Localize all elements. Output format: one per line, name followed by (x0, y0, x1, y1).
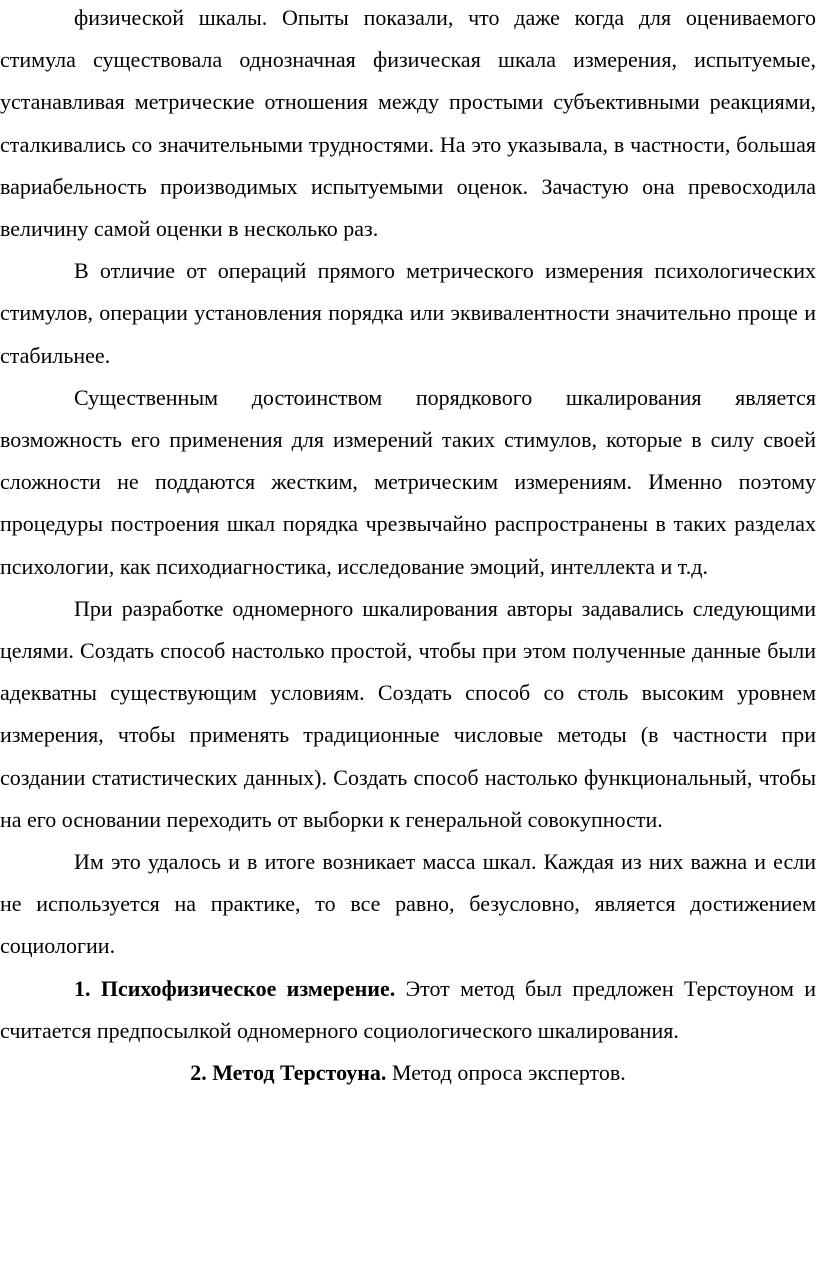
list-item-thurstone (0, 1052, 816, 1094)
list-item-psychophysical (0, 968, 816, 1052)
paragraph-scaling-goals: При разработке одномерного шкалирования авторы задавались следующими целями. Создать способ настолько простой, чтобы при этом полученные данные были адекватны существующим условиям. Создать способ со столь высоким уровнем измерения, чтобы применять традиционные числовые методы (в частности при создании статистических данных). Создать способ настолько функциональный, чтобы на его основании переходить от выборки к генеральной совокупности. (0, 595, 816, 832)
paragraph-continuation: физической шкалы. Опыты показали, что даже когда для оцениваемого стимула существовала однозначная физическая шкала измерения, испытуемые, устанавливая метрические отношения между простыми субъективными реакциями, сталкивались со значительными трудностями. На это указывала, в частности, большая вариабельность производимых испытуемыми оценок. Зачастую она превосходила величину самой оценки в несколько раз. (0, 5, 816, 242)
paragraph-order-vs-metric: В отличие от операций прямого метрического измерения психологических стимулов, операции установления порядка или эквивалентности значительно проще и стабильнее. (0, 258, 816, 368)
paragraph-scales-achievement: Им это удалось и в итоге возникает масса шкал. Каждая из них важна и если не используется на практике, то все равно, безусловно, является достижением социологии. (0, 849, 816, 959)
list-item-heading: 2. Метод Терстоуна. (190, 1060, 387, 1086)
paragraph-ordinal-scaling-advantage: Существенным достоинством порядкового шкалирования является возможность его применения для измерений таких стимулов, которые в силу своей сложности не поддаются жестким, метрическим измерениям. Именно поэтому процедуры построения шкал порядка чрезвычайно распространены в таких разделах психологии, как психодиагностика, исследование эмоций, интеллекта и т.д. (0, 384, 816, 579)
list-item-heading: 1. Психофизическое измерение. (74, 975, 396, 1001)
list-item-text: Этот метод был предложен Терстоуном и считается предпосылкой одномерного социологического шкалирования. (0, 975, 816, 1043)
list-item-text: Метод опроса экспертов. (386, 1060, 626, 1086)
